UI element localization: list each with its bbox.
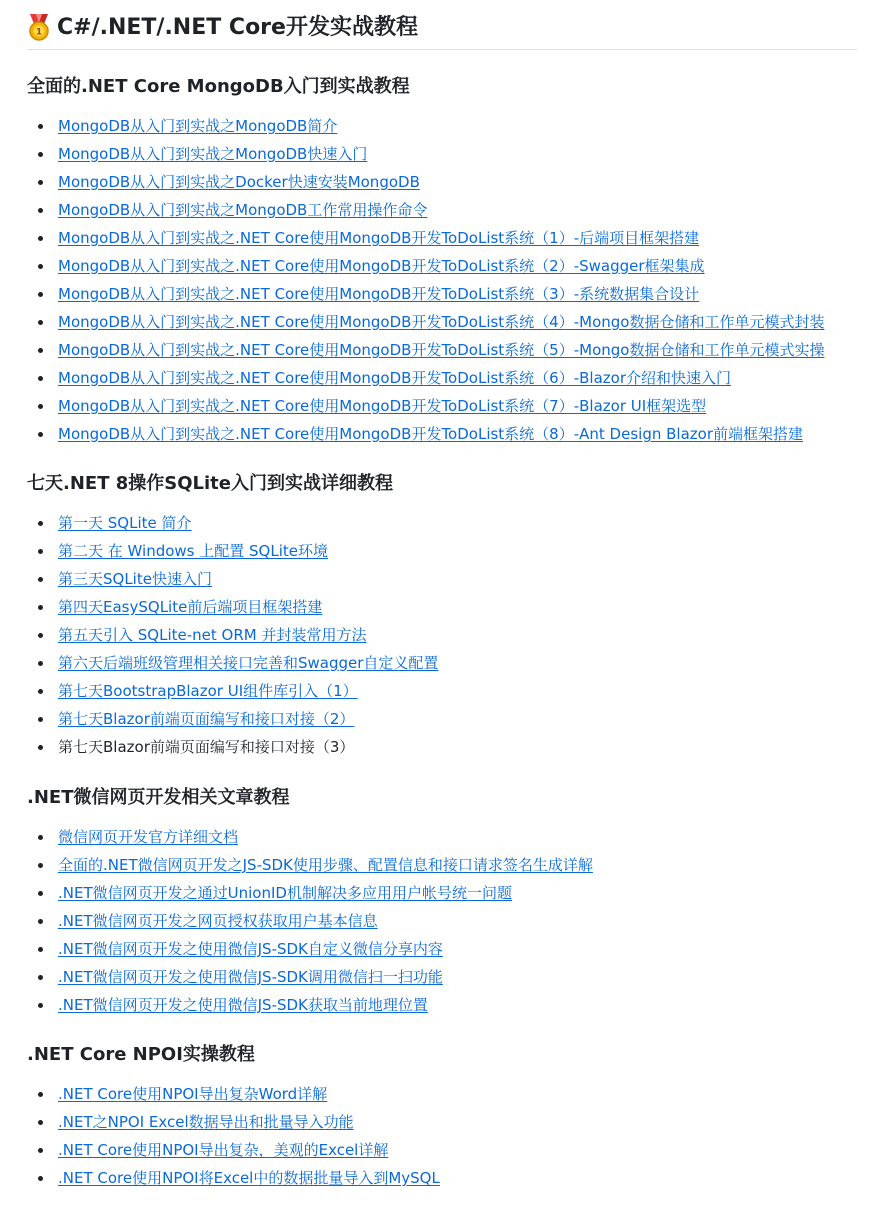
bullet-icon — [38, 432, 43, 437]
bullet-icon — [38, 376, 43, 381]
list-item — [27, 963, 593, 991]
article-link[interactable]: 全面的.NET微信网页开发之JS-SDK使用步骤、配置信息和接口请求签名生成详解 — [58, 856, 593, 874]
article-link[interactable]: MongoDB从入门到实战之.NET Core使用MongoDB开发ToDoList系统（1）-后端项目框架搭建 — [58, 229, 700, 247]
bullet-icon — [38, 661, 43, 666]
list-item — [27, 280, 824, 308]
list-item — [27, 336, 824, 364]
bullet-icon — [38, 947, 43, 952]
list-item — [27, 823, 593, 851]
section — [27, 1042, 440, 1192]
article-link[interactable]: .NET微信网页开发之通过UnionID机制解决多应用用户帐号统一问题 — [58, 884, 512, 902]
bullet-icon — [38, 1176, 43, 1181]
article-link[interactable]: MongoDB从入门到实战之MongoDB简介 — [58, 117, 338, 135]
article-link[interactable]: 第五天引入 SQLite-net ORM 并封装常用方法 — [58, 626, 367, 644]
bullet-icon — [38, 208, 43, 213]
article-link[interactable]: 第一天 SQLite 简介 — [58, 514, 192, 532]
article-link[interactable]: MongoDB从入门到实战之MongoDB快速入门 — [58, 145, 368, 163]
list-item — [27, 308, 824, 336]
article-link[interactable]: MongoDB从入门到实战之.NET Core使用MongoDB开发ToDoList系统（2）-Swagger框架集成 — [58, 257, 705, 275]
section-title: .NET Core NPOI实操教程 — [27, 1044, 255, 1065]
bullet-icon — [38, 264, 43, 269]
article-link[interactable]: 第四天EasySQLite前后端项目框架搭建 — [58, 598, 323, 616]
bullet-icon — [38, 124, 43, 129]
section — [27, 785, 593, 1019]
list-item — [27, 565, 438, 593]
list-item — [27, 140, 824, 168]
list-item — [27, 509, 438, 537]
article-link[interactable]: .NET Core使用NPOI将Excel中的数据批量导入到MySQL — [58, 1169, 440, 1187]
list-item — [27, 1136, 440, 1164]
article-link[interactable]: 第三天SQLite快速入门 — [58, 570, 212, 588]
bullet-icon — [38, 891, 43, 896]
bullet-icon — [38, 863, 43, 868]
list-item — [27, 705, 438, 733]
list-item — [27, 991, 593, 1019]
bullet-icon — [38, 605, 43, 610]
article-link[interactable]: MongoDB从入门到实战之MongoDB工作常用操作命令 — [58, 201, 428, 219]
article-link[interactable]: .NET微信网页开发之使用微信JS-SDK调用微信扫一扫功能 — [58, 968, 443, 986]
medal-icon — [27, 14, 51, 42]
article-link[interactable]: 第二天 在 Windows 上配置 SQLite环境 — [58, 542, 328, 560]
bullet-icon — [38, 1092, 43, 1097]
list-item — [27, 1080, 440, 1108]
bullet-icon — [38, 1003, 43, 1008]
bullet-icon — [38, 577, 43, 582]
list-item — [27, 1108, 440, 1136]
list-item — [27, 537, 438, 565]
article-list — [27, 1080, 440, 1192]
bullet-icon — [38, 549, 43, 554]
bullet-icon — [38, 835, 43, 840]
list-item — [27, 364, 824, 392]
section-title: 全面的.NET Core MongoDB入门到实战教程 — [27, 76, 410, 97]
bullet-icon — [38, 1120, 43, 1125]
article-link[interactable]: .NET之NPOI Excel数据导出和批量导入功能 — [58, 1113, 354, 1131]
svg-text:1: 1 — [35, 27, 43, 37]
article-list — [27, 823, 593, 1019]
list-item — [27, 935, 593, 963]
article-link[interactable]: MongoDB从入门到实战之.NET Core使用MongoDB开发ToDoList系统（3）-系统数据集合设计 — [58, 285, 700, 303]
section-title: 七天.NET 8操作SQLite入门到实战详细教程 — [27, 473, 393, 494]
bullet-icon — [38, 975, 43, 980]
bullet-icon — [38, 320, 43, 325]
page-title: C#/.NET/.NET Core开发实战教程 — [57, 15, 418, 40]
article-link[interactable]: 第七天Blazor前端页面编写和接口对接（2） — [58, 710, 355, 728]
bullet-icon — [38, 689, 43, 694]
article-link[interactable]: MongoDB从入门到实战之.NET Core使用MongoDB开发ToDoList系统（7）-Blazor UI框架选型 — [58, 397, 707, 415]
article-link[interactable]: MongoDB从入门到实战之.NET Core使用MongoDB开发ToDoList系统（6）-Blazor介绍和快速入门 — [58, 369, 732, 387]
article-link[interactable]: .NET微信网页开发之使用微信JS-SDK自定义微信分享内容 — [58, 940, 443, 958]
article-link[interactable]: MongoDB从入门到实战之Docker快速安装MongoDB — [58, 173, 420, 191]
list-item — [27, 851, 593, 879]
section — [27, 471, 438, 761]
bullet-icon — [38, 236, 43, 241]
bullet-icon — [38, 1148, 43, 1153]
article-list — [27, 112, 824, 448]
article-link[interactable]: .NET Core使用NPOI导出复杂，美观的Excel详解 — [58, 1141, 389, 1159]
list-item — [27, 224, 824, 252]
list-item — [27, 733, 438, 761]
section — [27, 74, 824, 448]
list-item — [27, 677, 438, 705]
article-link[interactable]: MongoDB从入门到实战之.NET Core使用MongoDB开发ToDoList系统（5）-Mongo数据仓储和工作单元模式实操 — [58, 341, 825, 359]
article-link[interactable]: 第七天BootstrapBlazor UI组件库引入（1） — [58, 682, 358, 700]
bullet-icon — [38, 180, 43, 185]
section-title: .NET微信网页开发相关文章教程 — [27, 787, 290, 808]
list-item — [27, 593, 438, 621]
article-link[interactable]: .NET微信网页开发之使用微信JS-SDK获取当前地理位置 — [58, 996, 428, 1014]
bullet-icon — [38, 521, 43, 526]
article-link[interactable]: MongoDB从入门到实战之.NET Core使用MongoDB开发ToDoList系统（8）-Ant Design Blazor前端框架搭建 — [58, 425, 803, 443]
article-list — [27, 509, 438, 761]
article-link[interactable]: 第六天后端班级管理相关接口完善和Swagger自定义配置 — [58, 654, 439, 672]
bullet-icon — [38, 745, 43, 750]
article-link[interactable]: 微信网页开发官方详细文档 — [58, 828, 239, 846]
list-item — [27, 420, 824, 448]
list-item — [27, 196, 824, 224]
list-item — [27, 907, 593, 935]
article-link[interactable]: .NET Core使用NPOI导出复杂Word详解 — [58, 1085, 328, 1103]
list-item — [27, 392, 824, 420]
article-link[interactable]: .NET微信网页开发之网页授权获取用户基本信息 — [58, 912, 378, 930]
bullet-icon — [38, 404, 43, 409]
list-item — [27, 621, 438, 649]
list-item — [27, 879, 593, 907]
bullet-icon — [38, 633, 43, 638]
article-title: 第七天Blazor前端页面编写和接口对接（3） — [58, 738, 355, 756]
list-item — [27, 252, 824, 280]
bullet-icon — [38, 292, 43, 297]
bullet-icon — [38, 348, 43, 353]
list-item — [27, 1164, 440, 1192]
list-item — [27, 168, 824, 196]
page-header — [27, 12, 857, 50]
bullet-icon — [38, 919, 43, 924]
article-link[interactable]: MongoDB从入门到实战之.NET Core使用MongoDB开发ToDoList系统（4）-Mongo数据仓储和工作单元模式封装 — [58, 313, 825, 331]
list-item — [27, 649, 438, 677]
list-item — [27, 112, 824, 140]
bullet-icon — [38, 152, 43, 157]
bullet-icon — [38, 717, 43, 722]
